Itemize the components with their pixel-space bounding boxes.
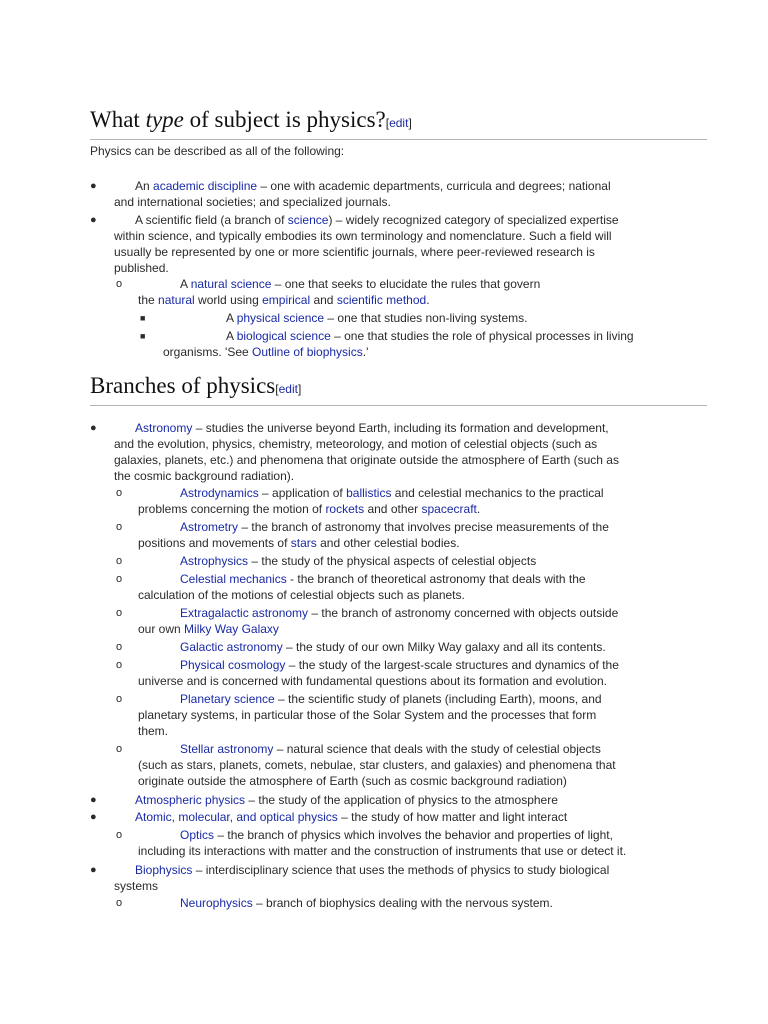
list-item: Biophysics – interdisciplinary science that uses the methods of physics to study biological systems xyxy=(114,863,610,893)
link-physical-cosmology[interactable]: Physical cosmology xyxy=(180,658,286,672)
link-rockets[interactable]: rockets xyxy=(325,502,365,516)
link-atmospheric-physics[interactable]: Atmospheric physics xyxy=(135,793,246,807)
circle-marker: o xyxy=(116,829,123,841)
bullet-marker: ● xyxy=(90,180,97,192)
square-marker: ■ xyxy=(140,313,146,323)
list-item: Physical cosmology – the study of the largest-scale structures and dynamics of the universe and is concerned with fundamental questions about its formation and evolution. xyxy=(138,658,619,688)
circle-marker: o xyxy=(116,521,123,533)
heading-text: Branches of physics xyxy=(90,373,276,398)
link-extragalactic-astronomy[interactable]: Extragalactic astronomy xyxy=(180,606,309,620)
bullet-marker: ● xyxy=(90,794,97,806)
edit-section-link[interactable]: [edit] xyxy=(385,116,412,130)
link-outline-of-biophysics[interactable]: Outline of biophysics xyxy=(252,345,363,359)
link-scientific-method[interactable]: scientific method xyxy=(336,293,427,307)
link-astrometry[interactable]: Astrometry xyxy=(180,520,239,534)
circle-marker: o xyxy=(116,573,123,585)
link-empirical[interactable]: empirical xyxy=(262,293,311,307)
intro-paragraph: Physics can be described as all of the following: xyxy=(90,144,345,158)
list-item: An academic discipline – one with academic departments, curricula and degrees; national and international societies; and specialized journals. xyxy=(114,179,611,209)
link-academic-discipline[interactable]: academic discipline xyxy=(153,179,258,193)
link-natural[interactable]: natural xyxy=(158,293,195,307)
circle-marker: o xyxy=(116,743,123,755)
link-biophysics[interactable]: Biophysics xyxy=(135,863,193,877)
edit-link[interactable]: edit xyxy=(389,116,409,130)
link-natural-science[interactable]: natural science xyxy=(190,277,272,291)
list-item: Neurophysics – branch of biophysics dealing with the nervous system. xyxy=(180,896,553,910)
link-galactic-astronomy[interactable]: Galactic astronomy xyxy=(180,640,283,654)
list-item: A physical science – one that studies non-living systems. xyxy=(226,311,528,325)
bullet-marker: ● xyxy=(90,214,97,226)
link-stellar-astronomy[interactable]: Stellar astronomy xyxy=(180,742,274,756)
link-spacecraft[interactable]: spacecraft xyxy=(421,502,477,516)
circle-marker: o xyxy=(116,659,123,671)
link-milky-way-galaxy[interactable]: Milky Way Galaxy xyxy=(184,622,279,636)
circle-marker: o xyxy=(116,278,123,290)
link-physical-science[interactable]: physical science xyxy=(236,311,325,325)
list-item: A natural science – one that seeks to elucidate the rules that govern the natural world using empirical and scientific method. xyxy=(138,277,541,307)
list-item: Stellar astronomy – natural science that deals with the study of celestial objects (such as stars, planets, comets, nebulae, star clusters, and galaxies) and phenomena that originate outside the atmosphere of Earth (such as cosmic background radiation) xyxy=(138,742,616,788)
section-heading-branches xyxy=(90,373,707,406)
link-stars[interactable]: stars xyxy=(290,536,317,550)
link-astrophysics[interactable]: Astrophysics xyxy=(180,554,249,568)
heading-text: What xyxy=(90,107,146,132)
circle-marker: o xyxy=(116,897,123,909)
link-amo-physics[interactable]: Atomic, molecular, and optical physics xyxy=(135,810,338,824)
heading-emphasis: type xyxy=(145,107,184,132)
list-item: Optics – the branch of physics which involves the behavior and properties of light, including its interactions with matter and the construction of instruments that use or detect it. xyxy=(138,828,627,858)
link-astrodynamics[interactable]: Astrodynamics xyxy=(180,486,259,500)
circle-marker: o xyxy=(116,607,123,619)
link-science[interactable]: science xyxy=(287,213,329,227)
list-item: Astrophysics – the study of the physical aspects of celestial objects xyxy=(180,554,537,568)
list-item: A scientific field (a branch of science) – widely recognized category of specialized expertise within science, and typically embodies its own terminology and nomenclature. Such a field will usually be represented by one or more scientific journals, where peer-reviewed research is published. xyxy=(114,213,619,275)
link-biological-science[interactable]: biological science xyxy=(236,329,331,343)
list-item: Extragalactic astronomy – the branch of astronomy concerned with objects outside our own Milky Way Galaxy xyxy=(138,606,619,636)
link-celestial-mechanics[interactable]: Celestial mechanics xyxy=(180,572,287,586)
link-optics[interactable]: Optics xyxy=(180,828,215,842)
edit-section-link[interactable]: [edit] xyxy=(275,382,302,396)
bullet-marker: ● xyxy=(90,811,97,823)
list-item: Celestial mechanics - the branch of theoretical astronomy that deals with the calculation of the motions of celestial objects such as planets. xyxy=(138,572,586,602)
link-planetary-science[interactable]: Planetary science xyxy=(180,692,275,706)
heading-text: of subject is physics? xyxy=(183,107,386,132)
list-item: Atmospheric physics – the study of the application of physics to the atmosphere xyxy=(135,793,558,807)
section-heading-subject-type xyxy=(90,107,707,140)
circle-marker: o xyxy=(116,693,123,705)
list-item: Astronomy – studies the universe beyond Earth, including its formation and development, and the evolution, physics, chemistry, meteorology, and motion of celestial objects (such as galaxies, planets, etc.) and phenomena that originate outside the atmosphere of Earth (such as the cosmic background radiation). xyxy=(114,421,619,483)
link-neurophysics[interactable]: Neurophysics xyxy=(180,896,253,910)
list-item: A biological science – one that studies the role of physical processes in living organisms. 'See Outline of biophysics.' xyxy=(163,329,634,359)
link-astronomy[interactable]: Astronomy xyxy=(135,421,193,435)
circle-marker: o xyxy=(116,555,123,567)
link-ballistics[interactable]: ballistics xyxy=(346,486,392,500)
list-item: Astrodynamics – application of ballistics and celestial mechanics to the practical problems concerning the motion of rockets and other spacecraft. xyxy=(138,486,604,516)
edit-link[interactable]: edit xyxy=(278,382,298,396)
circle-marker: o xyxy=(116,641,123,653)
list-item: Galactic astronomy – the study of our own Milky Way galaxy and all its contents. xyxy=(180,640,606,654)
bullet-marker: ● xyxy=(90,422,97,434)
list-item: Atomic, molecular, and optical physics – the study of how matter and light interact xyxy=(135,810,568,824)
list-item: Planetary science – the scientific study of planets (including Earth), moons, and planetary systems, in particular those of the Solar System and the processes that form them. xyxy=(138,692,602,738)
square-marker: ■ xyxy=(140,331,146,341)
bullet-marker: ● xyxy=(90,864,97,876)
circle-marker: o xyxy=(116,487,123,499)
list-item: Astrometry – the branch of astronomy that involves precise measurements of the positions and movements of stars and other celestial bodies. xyxy=(138,520,609,550)
